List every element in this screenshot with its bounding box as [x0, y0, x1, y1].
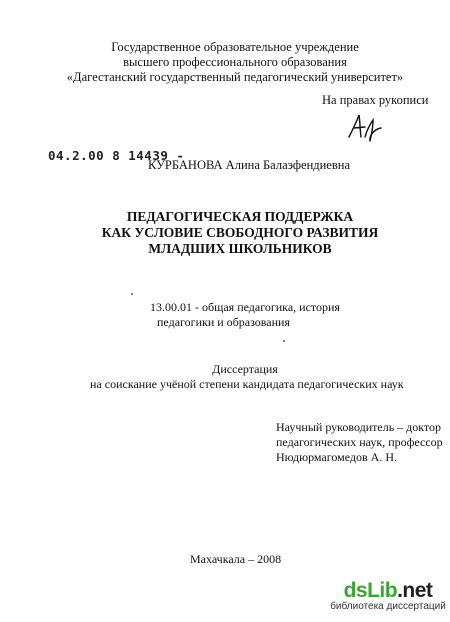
scan-speck — [131, 293, 133, 295]
title-line-3: МЛАДШИХ ШКОЛЬНИКОВ — [148, 241, 332, 256]
degree-statement — [90, 362, 404, 392]
scientific-advisor — [276, 420, 443, 465]
institution-line-3: «Дагестанский государственный педагогический университет» — [66, 70, 404, 84]
advisor-line-1: Научный руководитель – доктор — [276, 420, 442, 434]
institution-line-2: высшего профессионального образования — [123, 55, 347, 69]
watermark-domain: .net — [397, 579, 433, 602]
degree-line-2: на соискание учёной степени кандидата педагогических наук — [90, 377, 404, 391]
specialty-line-2: педагогики и образования — [157, 315, 290, 329]
advisor-line-2: педагогических наук, профессор — [276, 435, 443, 449]
city-and-year: Махачкала – 2008 — [190, 552, 282, 566]
degree-line-1: Диссертация — [212, 362, 278, 376]
institution-line-1: Государственное образовательное учреждение — [111, 40, 359, 54]
dissertation-title — [60, 209, 420, 257]
registration-stamp: 04.2.00 8 14439 - — [48, 148, 185, 163]
scan-speck — [283, 340, 285, 342]
watermark-logo — [328, 581, 448, 601]
title-line-1: ПЕДАГОГИЧЕСКАЯ ПОДДЕРЖКА — [126, 209, 354, 224]
watermark-tagline: библиотека диссертаций — [330, 601, 446, 612]
specialty-line-1: 13.00.01 - общая педагогика, история — [150, 300, 340, 314]
watermark-brand: dsLib — [343, 579, 398, 602]
advisor-line-3: Нюдюрмагомедов А. Н. — [276, 450, 398, 464]
specialty-code — [150, 300, 340, 330]
manuscript-rights-note: На правах рукописи — [322, 93, 429, 107]
author-name: КУРБАНОВА Алина Балаэфендиевна — [148, 158, 350, 172]
handwritten-signature — [345, 111, 385, 145]
dslib-watermark[interactable] — [328, 581, 448, 613]
institution-header — [40, 40, 430, 85]
title-line-2: КАК УСЛОВИЕ СВОБОДНОГО РАЗВИТИЯ — [101, 225, 379, 240]
